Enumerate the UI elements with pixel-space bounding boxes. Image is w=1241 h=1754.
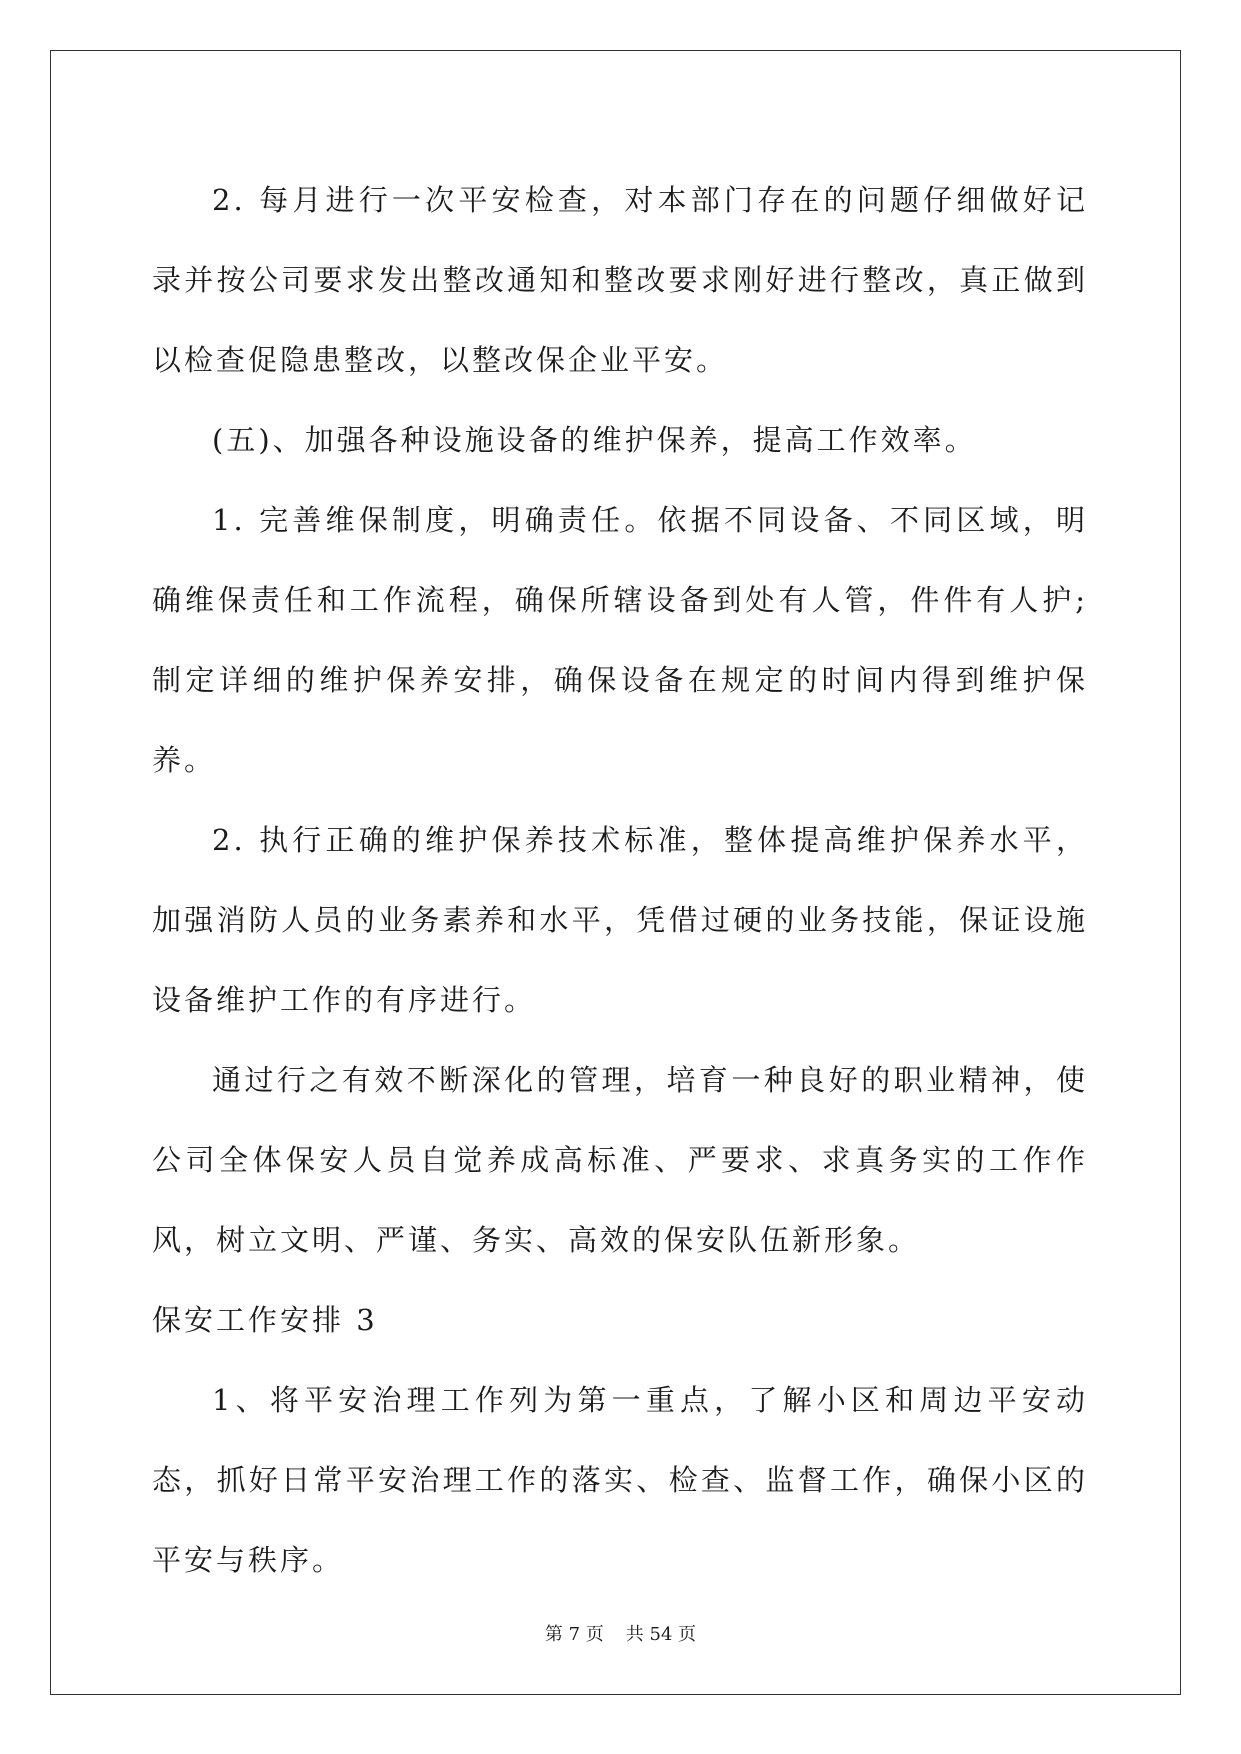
document-body [152, 160, 1088, 1600]
paragraph: 1. 完善维保制度，明确责任。依据不同设备、不同区域，明确维保责任和工作流程，确保所辖设备到处有人管，件件有人护;制定详细的维护保养安排，确保设备在规定的时间内得到维护保养。 [152, 503, 1088, 777]
paragraph: 2. 每月进行一次平安检查，对本部门存在的问题仔细做好记录并按公司要求发出整改通知和整改要求刚好进行整改，真正做到以检查促隐患整改，以整改保企业平安。 [152, 183, 1088, 377]
page-total: 共 54 页 [625, 1624, 697, 1645]
page-number: 第 7 页 [544, 1624, 604, 1645]
paragraph: 1、将平安治理工作列为第一重点，了解小区和周边平安动态，抓好日常平安治理工作的落实、检查、监督工作，确保小区的平安与秩序。 [152, 1383, 1088, 1577]
section-heading: 保安工作安排 3 [152, 1303, 378, 1337]
page-footer [0, 1620, 1241, 1646]
paragraph: 2. 执行正确的维护保养技术标准，整体提高维护保养水平，加强消防人员的业务素养和水平，凭借过硬的业务技能，保证设施设备维护工作的有序进行。 [152, 823, 1088, 1017]
paragraph: 通过行之有效不断深化的管理，培育一种良好的职业精神，使公司全体保安人员自觉养成高标准、严要求、求真务实的工作作风，树立文明、严谨、务实、高效的保安队伍新形象。 [152, 1063, 1088, 1257]
paragraph: (五)、加强各种设施设备的维护保养，提高工作效率。 [212, 423, 977, 457]
